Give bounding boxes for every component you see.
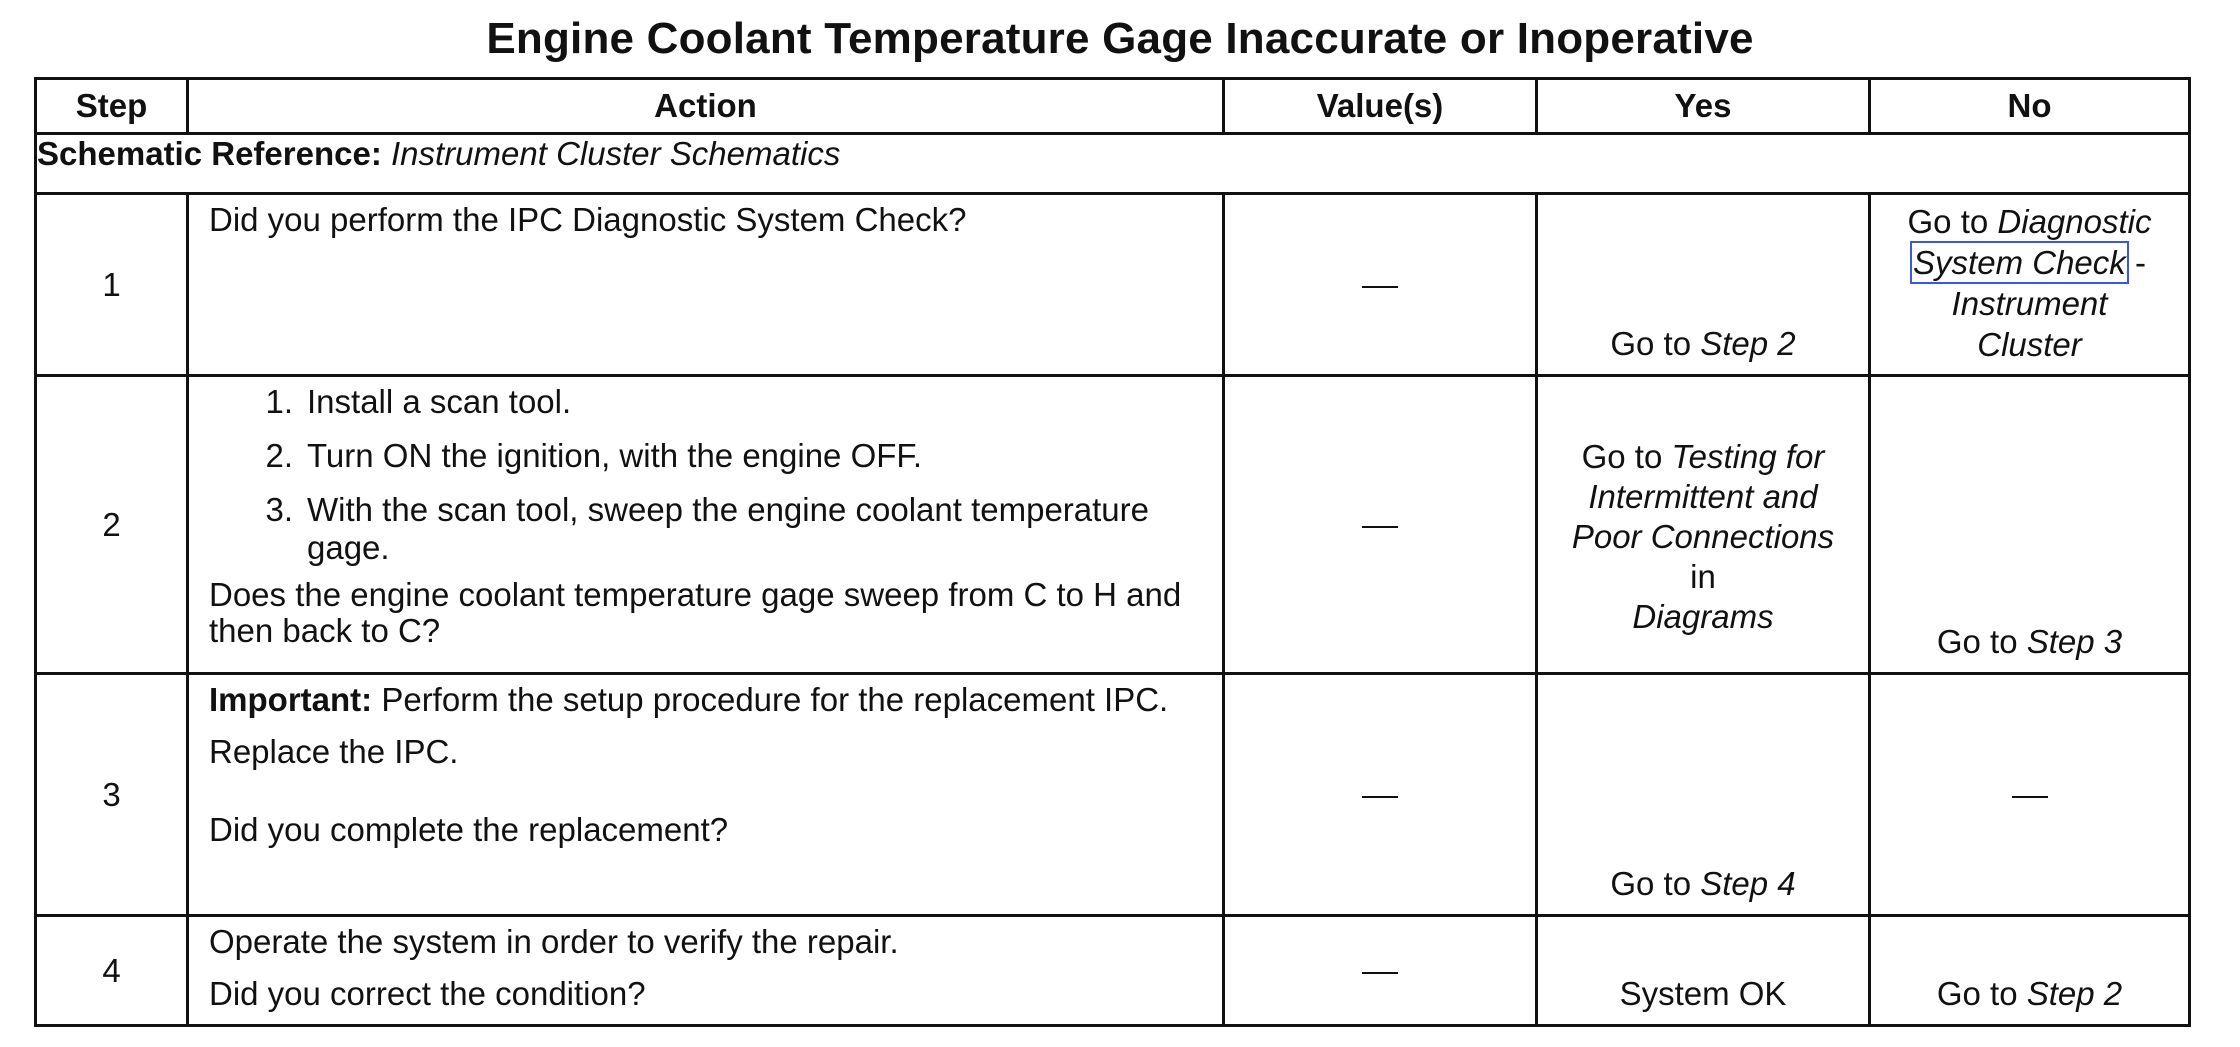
- step-number: 4: [36, 916, 188, 1026]
- header-values: Value(s): [1224, 79, 1537, 134]
- header-action: Action: [188, 79, 1224, 134]
- action-instruction: Operate the system in order to verify the repair.: [209, 923, 899, 960]
- header-no: No: [1870, 79, 2190, 134]
- link-intermittent[interactable]: Intermittent and: [1588, 477, 1818, 515]
- action-question: Does the engine coolant temperature gage sweep from C to H and then back to C?: [209, 576, 1182, 649]
- header-yes: Yes: [1537, 79, 1870, 134]
- action-question: Did you correct the condition?: [209, 975, 646, 1012]
- go-to-text: Go to: [1907, 203, 1989, 240]
- list-number: 2.: [265, 437, 293, 474]
- no-cell: [1870, 376, 2190, 674]
- link-instrument[interactable]: Instrument: [1951, 285, 2108, 322]
- in-text: in: [1690, 557, 1716, 595]
- no-cell: [1870, 916, 2190, 1026]
- table-row: [36, 916, 2190, 1026]
- list-item: [209, 437, 1202, 475]
- dash-mark: [1362, 526, 1398, 528]
- link-step-2[interactable]: Step 2: [2026, 975, 2123, 1012]
- action-cell: [188, 916, 1224, 1026]
- action-instruction: Replace the IPC.: [209, 733, 459, 770]
- list-text: Install a scan tool.: [307, 383, 572, 420]
- schematic-reference: [36, 134, 2190, 194]
- yes-cell: [1537, 194, 1870, 376]
- header-step: Step: [36, 79, 188, 134]
- list-number: 1.: [265, 383, 293, 420]
- dash-mark: [1362, 796, 1398, 798]
- yes-cell: System OK: [1537, 916, 1870, 1026]
- link-step-4[interactable]: Step 4: [1700, 865, 1796, 902]
- go-to-text: Go to: [1610, 325, 1692, 362]
- go-to-text: Go to: [1581, 437, 1663, 475]
- diagnostic-table: [34, 77, 2191, 1027]
- link-system-check[interactable]: System Check: [1913, 244, 2126, 281]
- important-text: Perform the setup procedure for the replacement IPC.: [372, 681, 1169, 718]
- go-to-text: Go to: [1936, 623, 2018, 660]
- dash-mark: [1362, 972, 1398, 974]
- schematic-reference-link[interactable]: Instrument Cluster Schematics: [391, 135, 841, 172]
- dash-mark: [2012, 796, 2048, 798]
- step-number: 3: [36, 674, 188, 916]
- value-cell: [1224, 376, 1537, 674]
- step-number: 1: [36, 194, 188, 376]
- go-to-text: Go to: [1610, 865, 1692, 902]
- link-step-2[interactable]: Step 2: [1700, 325, 1796, 362]
- important-label: Important:: [209, 681, 373, 718]
- link-diagnostic[interactable]: Diagnostic: [1997, 203, 2152, 240]
- table-row: [36, 674, 2190, 916]
- header-row: [36, 79, 2190, 134]
- schematic-reference-row: [36, 134, 2190, 194]
- yes-cell: [1537, 674, 1870, 916]
- link-diagrams[interactable]: Diagrams: [1632, 597, 1774, 635]
- dash-mark: [1362, 286, 1398, 288]
- step-number: 2: [36, 376, 188, 674]
- table-row: [36, 194, 2190, 376]
- value-cell: [1224, 916, 1537, 1026]
- value-cell: [1224, 194, 1537, 376]
- value-cell: [1224, 674, 1537, 916]
- procedure-list: [209, 383, 1202, 567]
- action-cell: [188, 194, 1224, 376]
- yes-cell: [1537, 376, 1870, 674]
- list-number: 3.: [265, 491, 293, 528]
- important-note: [209, 681, 1202, 719]
- action-question: Did you complete the replacement?: [209, 811, 729, 848]
- link-cluster[interactable]: Cluster: [1977, 326, 2082, 363]
- dash-separator: -: [2134, 244, 2146, 281]
- link-poor-connections[interactable]: Poor Connections: [1571, 517, 1835, 555]
- schematic-reference-label: Schematic Reference:: [37, 135, 382, 172]
- link-step-3[interactable]: Step 3: [2026, 623, 2123, 660]
- go-to-text: Go to: [1936, 975, 2018, 1012]
- table-row: [36, 376, 2190, 674]
- list-item: [209, 383, 1202, 421]
- action-cell: [188, 376, 1224, 674]
- list-text: Turn ON the ignition, with the engine OFF.: [307, 437, 923, 474]
- action-question: Did you perform the IPC Diagnostic System Check?: [209, 201, 967, 238]
- link-testing[interactable]: Testing for: [1671, 437, 1825, 475]
- document-title: Engine Coolant Temperature Gage Inaccurate or Inoperative: [486, 14, 1754, 63]
- list-text: With the scan tool, sweep the engine coolant temperature gage.: [307, 491, 1149, 566]
- no-cell: [1870, 194, 2190, 376]
- no-cell: [1870, 674, 2190, 916]
- list-item: [209, 491, 1202, 567]
- action-cell: [188, 674, 1224, 916]
